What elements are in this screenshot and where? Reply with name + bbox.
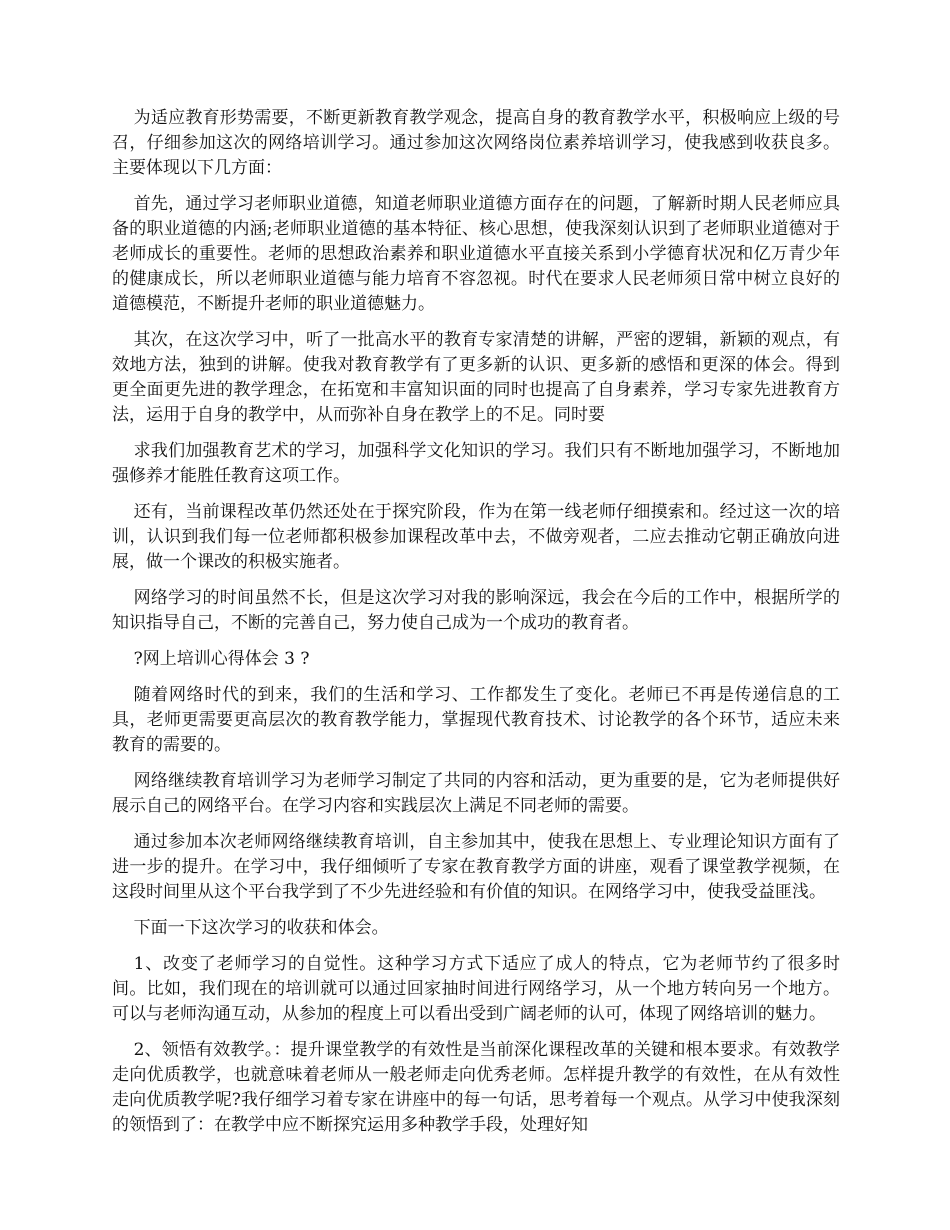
paragraph-also: 还有，当前课程改革仍然还处在于探究阶段，作为在第一线老师仔细摸索和。经过这一次的培训，认识到我们每一位老师都积极参加课程改革中去，不做旁观者，二应去推动它朝正确放向进展，做一个课改的积极实施者。 — [112, 502, 840, 572]
paragraph-summary-intro: 下面一下这次学习的收获和体会。 — [133, 918, 389, 938]
paragraph-second: 其次，在这次学习中，听了一批高水平的教育专家清楚的讲解，严密的逻辑，新颖的观点，有效地方法，独到的讲解。使我对教育教学有了更多新的认识、更多新的感悟和更深的体会。得到更全面更先进的教学理念，在拓宽和丰富知识面的同时也提高了自身素养，学习专家先进教育方法，运用于自身的教学中，从而弥补自身在教学上的不足。同时要 — [112, 330, 840, 425]
paragraph-second-continued: 求我们加强教育艺术的学习，加强科学文化知识的学习。我们只有不断地加强学习，不断地加强修养才能胜任教育这项工作。 — [112, 441, 840, 486]
paragraph-continuing-education: 网络继续教育培训学习为老师学习制定了共同的内容和活动，更为重要的是，它为老师提供好展示自己的网络平台。在学习内容和实践层次上满足不同老师的需要。 — [112, 771, 840, 816]
paragraph-participation: 通过参加本次老师网络继续教育培训，自主参加其中，使我在思想上、专业理论知识方面有了进一步的提升。在学习中，我仔细倾听了专家在教育教学方面的讲座，观看了课堂教学视频，在这段时间里从这个平台我学到了不少先进经验和有价值的知识。在网络学习中，使我受益匪浅。 — [112, 832, 840, 902]
paragraph-first: 首先，通过学习老师职业道德，知道老师职业道德方面存在的问题，了解新时期人民老师应具备的职业道德的内涵;老师职业道德的基本特征、核心思想，使我深刻认识到了老师职业道德对于老师成长的重要性。老师的思想政治素养和职业道德水平直接关系到小学德育状况和亿万青少年的健康成长，所以老师职业道德与能力培育不容忽视。时代在要求人民老师须日常中树立良好的道德模范，不断提升老师的职业道德魅力。 — [112, 194, 840, 314]
document-body — [112, 106, 840, 1149]
paragraph-intro: 为适应教育形势需要，不断更新教育教学观念，提高自身的教育教学水平，积极响应上级的号召，仔细参加这次的网络培训学习。通过参加这次网络岗位素养培训学习，使我感到收获良多。主要体现以下几方面： — [112, 108, 840, 178]
section-title: ?网上培训心得体会 3 ? — [133, 649, 310, 669]
paragraph-point-1: 1、改变了老师学习的自觉性。这种学习方式下适应了成人的特点，它为老师节约了很多时间。比如，我们现在的培训就可以通过回家抽时间进行网络学习，从一个地方转向另一个地方。可以与老师沟通互动，从参加的程度上可以看出受到广阔老师的认可，体现了网络培训的魅力。 — [112, 954, 840, 1024]
paragraph-point-2: 2、领悟有效教学。：提升课堂教学的有效性是当前深化课程改革的关键和根本要求。有效教学走向优质教学，也就意味着老师从一般老师走向优秀老师。怎样提升教学的有效性，在从有效性走向优质教学呢?我仔细学习着专家在讲座中的每一句话，思考着每一个观点。从学习中使我深刻的领悟到了：在教学中应不断探究运用多种教学手段，处理好知 — [112, 1040, 840, 1135]
paragraph-network-era: 随着网络时代的到来，我们的生活和学习、工作都发生了变化。老师已不再是传递信息的工具，老师更需要更高层次的教育教学能力，掌握现代教育技术、讨论教学的各个环节，适应未来教育的需要的。 — [112, 685, 840, 755]
paragraph-conclusion: 网络学习的时间虽然不长，但是这次学习对我的影响深远，我会在今后的工作中，根据所学的知识指导自己，不断的完善自己，努力使自己成为一个成功的教育者。 — [112, 588, 840, 633]
